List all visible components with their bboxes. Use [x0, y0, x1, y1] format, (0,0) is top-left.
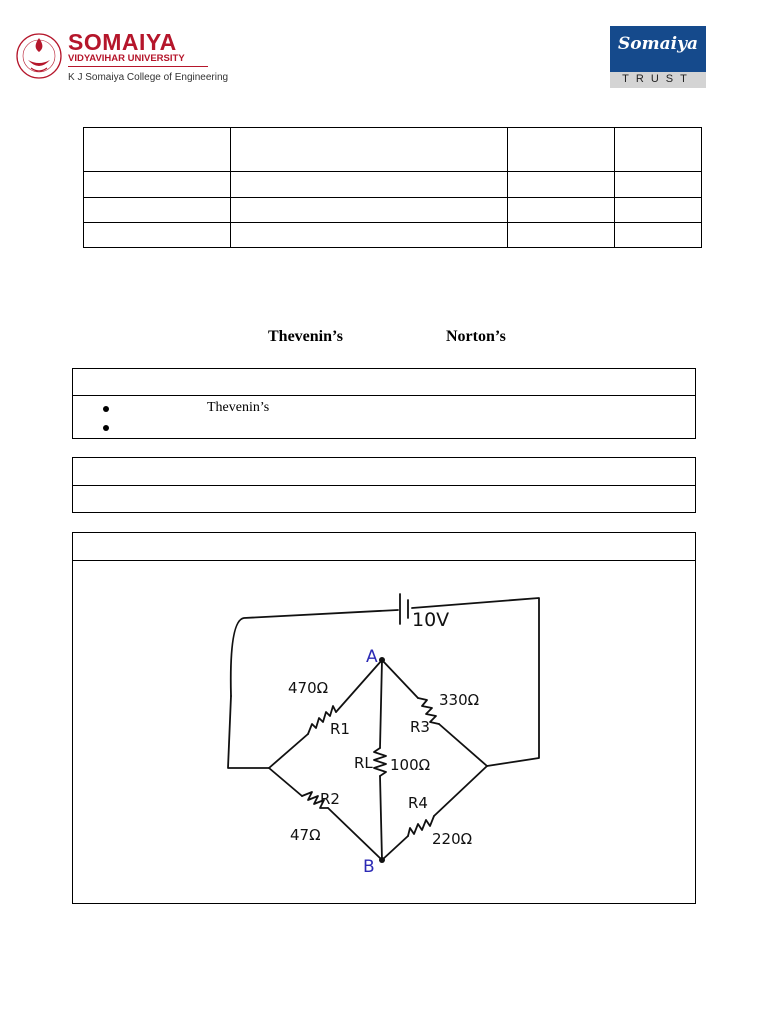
objective-text-1: Thevenin’s — [207, 400, 270, 415]
table-cell — [231, 223, 508, 248]
r4-label: R4 — [408, 794, 428, 812]
outcomes-box — [72, 457, 696, 513]
table-row — [84, 128, 702, 172]
university-subtitle: VIDYAVIHAR UNIVERSITY — [68, 53, 185, 64]
rl-value-label: 100Ω — [390, 756, 431, 774]
bullet-icon — [103, 406, 109, 412]
rl-resistor-icon — [374, 748, 386, 776]
university-emblem-icon — [14, 30, 64, 86]
rl-label: RL — [354, 754, 373, 772]
r3-label: R3 — [410, 718, 430, 736]
title-thevenin: Thevenin’s — [268, 328, 343, 345]
table-cell — [84, 172, 231, 198]
circuit-header-row — [73, 533, 695, 561]
outcomes-header-row — [73, 458, 695, 486]
table-cell — [84, 198, 231, 223]
r1-wire-b — [336, 660, 382, 712]
title-norton: Norton’s — [446, 328, 506, 345]
table-cell — [508, 223, 615, 248]
r2-value-label: 47Ω — [290, 826, 321, 844]
r1-wire-a — [269, 734, 308, 768]
r4-wire-b — [382, 836, 408, 860]
table-row — [84, 198, 702, 223]
rl-wire-b — [380, 776, 382, 860]
bullet-icon — [103, 425, 109, 431]
r4-wire-a — [434, 766, 487, 816]
source-label: 10V — [412, 609, 450, 631]
trust-logo-label: TRUST — [622, 73, 694, 85]
table-cell — [231, 128, 508, 172]
r3-wire-b — [439, 724, 487, 766]
table-row — [84, 223, 702, 248]
r1-value-label: 470Ω — [288, 679, 329, 697]
table-cell — [231, 198, 508, 223]
university-name: SOMAIYA — [68, 29, 177, 55]
table-cell — [615, 172, 702, 198]
trust-logo-word: Somaiya — [618, 34, 698, 54]
trust-logo — [610, 26, 706, 88]
table-cell — [508, 172, 615, 198]
logo-divider — [68, 66, 208, 67]
r4-value-label: 220Ω — [432, 830, 473, 848]
top-wire-left — [228, 696, 269, 768]
objectives-box — [72, 368, 696, 439]
node-a-label: A — [366, 647, 378, 667]
table-cell — [615, 198, 702, 223]
r2-label: R2 — [320, 790, 340, 808]
r1-label: R1 — [330, 720, 350, 738]
table-cell — [231, 172, 508, 198]
rl-wire-a — [380, 660, 382, 748]
r2-wire-a — [269, 768, 302, 796]
college-name: K J Somaiya College of Engineering — [68, 72, 229, 83]
node-b-dot — [379, 857, 385, 863]
table-cell — [615, 223, 702, 248]
bridge-circuit-diagram — [222, 578, 552, 878]
table-cell — [84, 128, 231, 172]
r3-value-label: 330Ω — [439, 691, 480, 709]
r3-wire-a — [382, 660, 418, 698]
node-a-dot — [379, 657, 385, 663]
table-cell — [84, 223, 231, 248]
objectives-header-row — [73, 369, 695, 396]
node-b-label: B — [363, 857, 375, 877]
r4-resistor-icon — [408, 816, 434, 836]
table-row — [84, 172, 702, 198]
table-cell — [508, 198, 615, 223]
r2-wire-b — [328, 808, 382, 860]
details-table — [83, 127, 702, 248]
table-cell — [615, 128, 702, 172]
table-cell — [508, 128, 615, 172]
